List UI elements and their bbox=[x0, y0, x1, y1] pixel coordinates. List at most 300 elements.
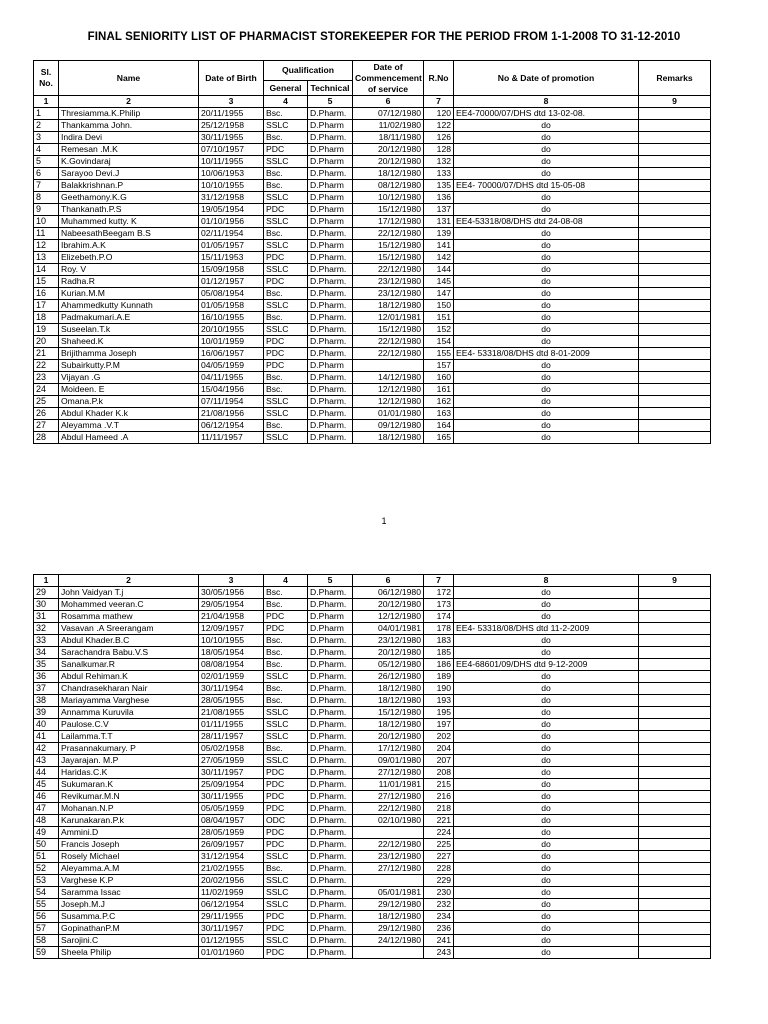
col-number: 4 bbox=[264, 96, 308, 108]
table-row bbox=[34, 695, 711, 707]
name-cell: Mohanan.N.P bbox=[59, 803, 199, 815]
technical-cell: D.Pharm bbox=[308, 120, 353, 132]
sl-no-cell: 57 bbox=[34, 923, 59, 935]
technical-cell: D.Pharm. bbox=[308, 396, 353, 408]
dob-cell: 16/10/1955 bbox=[199, 312, 264, 324]
dob-cell: 31/12/1958 bbox=[199, 192, 264, 204]
sl-no-cell: 32 bbox=[34, 623, 59, 635]
technical-cell: D.Pharm. bbox=[308, 312, 353, 324]
table-row bbox=[34, 767, 711, 779]
name-cell: Susamma.P.C bbox=[59, 911, 199, 923]
dob-cell: 20/10/1955 bbox=[199, 324, 264, 336]
dob-cell: 10/06/1953 bbox=[199, 168, 264, 180]
sl-no-cell: 47 bbox=[34, 803, 59, 815]
col-number: 5 bbox=[308, 575, 353, 587]
dob-cell: 10/10/1955 bbox=[199, 180, 264, 192]
table-row bbox=[34, 120, 711, 132]
general-cell: Bsc. bbox=[264, 659, 308, 671]
dob-cell: 05/02/1958 bbox=[199, 743, 264, 755]
table-row bbox=[34, 408, 711, 420]
commencement-cell: 23/12/1980 bbox=[353, 635, 424, 647]
sl-no-cell: 7 bbox=[34, 180, 59, 192]
remarks-cell bbox=[639, 683, 711, 695]
general-cell: Bsc. bbox=[264, 695, 308, 707]
rno-cell: 132 bbox=[424, 156, 454, 168]
name-cell: Roy. V bbox=[59, 264, 199, 276]
rno-cell: 193 bbox=[424, 695, 454, 707]
remarks-cell bbox=[639, 276, 711, 288]
general-cell: Bsc. bbox=[264, 132, 308, 144]
rno-cell: 230 bbox=[424, 887, 454, 899]
table-row bbox=[34, 132, 711, 144]
rno-cell: 160 bbox=[424, 372, 454, 384]
name-cell: Francis Joseph bbox=[59, 839, 199, 851]
sl-no-cell: 25 bbox=[34, 396, 59, 408]
general-cell: Bsc. bbox=[264, 587, 308, 599]
general-cell: PDC bbox=[264, 252, 308, 264]
dob-cell: 30/11/1957 bbox=[199, 923, 264, 935]
commencement-cell: 05/12/1980 bbox=[353, 659, 424, 671]
dob-cell: 29/05/1954 bbox=[199, 599, 264, 611]
rno-cell: 197 bbox=[424, 719, 454, 731]
dob-cell: 30/11/1955 bbox=[199, 791, 264, 803]
table-row bbox=[34, 923, 711, 935]
rno-cell: 161 bbox=[424, 384, 454, 396]
sl-no-cell: 43 bbox=[34, 755, 59, 767]
promotion-cell: do bbox=[454, 599, 639, 611]
remarks-cell bbox=[639, 623, 711, 635]
remarks-cell bbox=[639, 384, 711, 396]
dob-cell: 08/08/1954 bbox=[199, 659, 264, 671]
general-cell: Bsc. bbox=[264, 863, 308, 875]
technical-cell: D.Pharm. bbox=[308, 420, 353, 432]
table-row bbox=[34, 911, 711, 923]
table-row bbox=[34, 252, 711, 264]
general-cell: SSLC bbox=[264, 731, 308, 743]
header-sl-no: Sl. No. bbox=[34, 61, 59, 96]
table-row bbox=[34, 168, 711, 180]
column-number-row bbox=[34, 575, 711, 587]
remarks-cell bbox=[639, 863, 711, 875]
name-cell: Vasavan .A Sreerangam bbox=[59, 623, 199, 635]
table-row bbox=[34, 875, 711, 887]
technical-cell: D.Pharm. bbox=[308, 815, 353, 827]
general-cell: PDC bbox=[264, 623, 308, 635]
header-promotion: No & Date of promotion bbox=[454, 61, 639, 96]
sl-no-cell: 23 bbox=[34, 372, 59, 384]
name-cell: Padmakumari.A.E bbox=[59, 312, 199, 324]
rno-cell: 141 bbox=[424, 240, 454, 252]
promotion-cell: do bbox=[454, 252, 639, 264]
general-cell: SSLC bbox=[264, 755, 308, 767]
technical-cell: D.Pharm. bbox=[308, 408, 353, 420]
dob-cell: 30/05/1956 bbox=[199, 587, 264, 599]
commencement-cell: 22/12/1980 bbox=[353, 803, 424, 815]
name-cell: Subairkutty.P.M bbox=[59, 360, 199, 372]
commencement-cell: 18/12/1980 bbox=[353, 432, 424, 444]
table-body bbox=[34, 587, 711, 959]
general-cell: Bsc. bbox=[264, 647, 308, 659]
technical-cell: D.Pharm. bbox=[308, 372, 353, 384]
name-cell: Kurian.M.M bbox=[59, 288, 199, 300]
technical-cell: D.Pharm bbox=[308, 611, 353, 623]
general-cell: PDC bbox=[264, 779, 308, 791]
technical-cell: D.Pharm bbox=[308, 192, 353, 204]
commencement-cell: 15/12/1980 bbox=[353, 252, 424, 264]
commencement-cell: 17/12/1980 bbox=[353, 743, 424, 755]
dob-cell: 27/05/1959 bbox=[199, 755, 264, 767]
remarks-cell bbox=[639, 396, 711, 408]
promotion-cell: do bbox=[454, 647, 639, 659]
promotion-cell: do bbox=[454, 827, 639, 839]
sl-no-cell: 34 bbox=[34, 647, 59, 659]
name-cell: Rosamma mathew bbox=[59, 611, 199, 623]
technical-cell: D.Pharm. bbox=[308, 288, 353, 300]
sl-no-cell: 19 bbox=[34, 324, 59, 336]
dob-cell: 28/11/1957 bbox=[199, 731, 264, 743]
rno-cell: 172 bbox=[424, 587, 454, 599]
rno-cell: 163 bbox=[424, 408, 454, 420]
rno-cell: 164 bbox=[424, 420, 454, 432]
dob-cell: 01/11/1955 bbox=[199, 719, 264, 731]
table-row bbox=[34, 755, 711, 767]
table-row bbox=[34, 144, 711, 156]
general-cell: Bsc. bbox=[264, 372, 308, 384]
remarks-cell bbox=[639, 144, 711, 156]
remarks-cell bbox=[639, 659, 711, 671]
table-row bbox=[34, 324, 711, 336]
commencement-cell: 22/12/1980 bbox=[353, 264, 424, 276]
name-cell: Abdul Rehiman.K bbox=[59, 671, 199, 683]
promotion-cell: do bbox=[454, 755, 639, 767]
name-cell: Prasannakumary. P bbox=[59, 743, 199, 755]
dob-cell: 30/11/1957 bbox=[199, 767, 264, 779]
table-row bbox=[34, 216, 711, 228]
seniority-table-page-1 bbox=[33, 60, 711, 444]
name-cell: Sanalkumar.R bbox=[59, 659, 199, 671]
technical-cell: D.Pharm. bbox=[308, 767, 353, 779]
technical-cell: D.Pharm bbox=[308, 156, 353, 168]
sl-no-cell: 38 bbox=[34, 695, 59, 707]
sl-no-cell: 2 bbox=[34, 120, 59, 132]
general-cell: SSLC bbox=[264, 240, 308, 252]
name-cell: Mohammed veeran.C bbox=[59, 599, 199, 611]
rno-cell: 216 bbox=[424, 791, 454, 803]
technical-cell: D.Pharm. bbox=[308, 947, 353, 959]
general-cell: Bsc. bbox=[264, 384, 308, 396]
rno-cell: 195 bbox=[424, 707, 454, 719]
sl-no-cell: 42 bbox=[34, 743, 59, 755]
promotion-cell: do bbox=[454, 360, 639, 372]
dob-cell: 07/10/1957 bbox=[199, 144, 264, 156]
remarks-cell bbox=[639, 611, 711, 623]
name-cell: Revikumar.M.N bbox=[59, 791, 199, 803]
technical-cell: D.Pharm. bbox=[308, 336, 353, 348]
technical-cell: D.Pharm. bbox=[308, 875, 353, 887]
dob-cell: 25/12/1958 bbox=[199, 120, 264, 132]
rno-cell: 208 bbox=[424, 767, 454, 779]
sl-no-cell: 15 bbox=[34, 276, 59, 288]
table-row bbox=[34, 899, 711, 911]
table-row bbox=[34, 791, 711, 803]
rno-cell: 221 bbox=[424, 815, 454, 827]
remarks-cell bbox=[639, 420, 711, 432]
seniority-table-page-2 bbox=[33, 574, 711, 959]
commencement-cell: 02/10/1980 bbox=[353, 815, 424, 827]
general-cell: Bsc. bbox=[264, 228, 308, 240]
table-row bbox=[34, 743, 711, 755]
dob-cell: 20/11/1955 bbox=[199, 108, 264, 120]
name-cell: Mariayamma Varghese bbox=[59, 695, 199, 707]
general-cell: Bsc. bbox=[264, 108, 308, 120]
technical-cell: D.Pharm. bbox=[308, 863, 353, 875]
commencement-cell: 27/12/1980 bbox=[353, 791, 424, 803]
dob-cell: 02/11/1954 bbox=[199, 228, 264, 240]
table-row bbox=[34, 360, 711, 372]
promotion-cell: do bbox=[454, 168, 639, 180]
remarks-cell bbox=[639, 108, 711, 120]
rno-cell: 145 bbox=[424, 276, 454, 288]
name-cell: Aleyamma.A.M bbox=[59, 863, 199, 875]
dob-cell: 07/11/1954 bbox=[199, 396, 264, 408]
col-number: 2 bbox=[59, 96, 199, 108]
commencement-cell: 27/12/1980 bbox=[353, 767, 424, 779]
col-number: 4 bbox=[264, 575, 308, 587]
name-cell: Sukumaran.K bbox=[59, 779, 199, 791]
col-number: 1 bbox=[34, 96, 59, 108]
remarks-cell bbox=[639, 731, 711, 743]
rno-cell: 151 bbox=[424, 312, 454, 324]
sl-no-cell: 17 bbox=[34, 300, 59, 312]
commencement-cell: 26/12/1980 bbox=[353, 671, 424, 683]
page-title: FINAL SENIORITY LIST OF PHARMACIST STOREKEEPER FOR THE PERIOD FROM 1-1-2008 TO 31-12-2010 bbox=[87, 31, 681, 43]
sl-no-cell: 31 bbox=[34, 611, 59, 623]
remarks-cell bbox=[639, 635, 711, 647]
sl-no-cell: 26 bbox=[34, 408, 59, 420]
commencement-cell: 07/12/1980 bbox=[353, 108, 424, 120]
name-cell: Elizebeth.P.O bbox=[59, 252, 199, 264]
name-cell: Shaheed.K bbox=[59, 336, 199, 348]
name-cell: Varghese K.P bbox=[59, 875, 199, 887]
sl-no-cell: 46 bbox=[34, 791, 59, 803]
rno-cell: 186 bbox=[424, 659, 454, 671]
dob-cell: 10/11/1955 bbox=[199, 156, 264, 168]
dob-cell: 30/11/1954 bbox=[199, 683, 264, 695]
promotion-cell: do bbox=[454, 132, 639, 144]
table-row bbox=[34, 683, 711, 695]
sl-no-cell: 27 bbox=[34, 420, 59, 432]
sl-no-cell: 13 bbox=[34, 252, 59, 264]
technical-cell: D.Pharm. bbox=[308, 827, 353, 839]
general-cell: SSLC bbox=[264, 408, 308, 420]
name-cell: Suseelan.T.k bbox=[59, 324, 199, 336]
col-number: 6 bbox=[353, 96, 424, 108]
name-cell: Rosely Michael bbox=[59, 851, 199, 863]
header-dob: Date of Birth bbox=[199, 61, 264, 96]
rno-cell: 133 bbox=[424, 168, 454, 180]
remarks-cell bbox=[639, 599, 711, 611]
technical-cell: D.Pharm. bbox=[308, 264, 353, 276]
general-cell: SSLC bbox=[264, 300, 308, 312]
sl-no-cell: 48 bbox=[34, 815, 59, 827]
rno-cell: 204 bbox=[424, 743, 454, 755]
promotion-cell: do bbox=[454, 935, 639, 947]
remarks-cell bbox=[639, 312, 711, 324]
name-cell: Remesan .M.K bbox=[59, 144, 199, 156]
technical-cell: D.Pharm. bbox=[308, 168, 353, 180]
promotion-cell: do bbox=[454, 288, 639, 300]
rno-cell: 243 bbox=[424, 947, 454, 959]
promotion-cell: do bbox=[454, 683, 639, 695]
general-cell: ODC bbox=[264, 815, 308, 827]
technical-cell: D.Pharm bbox=[308, 360, 353, 372]
table-row bbox=[34, 863, 711, 875]
sl-no-cell: 10 bbox=[34, 216, 59, 228]
sl-no-cell: 21 bbox=[34, 348, 59, 360]
table-row bbox=[34, 707, 711, 719]
general-cell: SSLC bbox=[264, 707, 308, 719]
promotion-cell: do bbox=[454, 240, 639, 252]
dob-cell: 10/01/1959 bbox=[199, 336, 264, 348]
col-number: 8 bbox=[454, 96, 639, 108]
commencement-cell bbox=[353, 875, 424, 887]
table-row bbox=[34, 432, 711, 444]
rno-cell: 207 bbox=[424, 755, 454, 767]
general-cell: PDC bbox=[264, 911, 308, 923]
commencement-cell: 12/01/1981 bbox=[353, 312, 424, 324]
name-cell: K.Govindaraj bbox=[59, 156, 199, 168]
name-cell: Aleyamma .V.T bbox=[59, 420, 199, 432]
technical-cell: D.Pharm. bbox=[308, 659, 353, 671]
promotion-cell: do bbox=[454, 695, 639, 707]
sl-no-cell: 39 bbox=[34, 707, 59, 719]
name-cell: Balakkrishnan.P bbox=[59, 180, 199, 192]
commencement-cell: 20/12/1980 bbox=[353, 144, 424, 156]
rno-cell: 189 bbox=[424, 671, 454, 683]
commencement-cell: 20/12/1980 bbox=[353, 647, 424, 659]
commencement-cell: 18/12/1980 bbox=[353, 719, 424, 731]
table-row bbox=[34, 635, 711, 647]
rno-cell: 173 bbox=[424, 599, 454, 611]
table-row bbox=[34, 623, 711, 635]
promotion-cell: do bbox=[454, 192, 639, 204]
technical-cell: D.Pharm bbox=[308, 216, 353, 228]
promotion-cell: do bbox=[454, 731, 639, 743]
sl-no-cell: 55 bbox=[34, 899, 59, 911]
rno-cell: 185 bbox=[424, 647, 454, 659]
promotion-cell: do bbox=[454, 276, 639, 288]
dob-cell: 11/02/1959 bbox=[199, 887, 264, 899]
technical-cell: D.Pharm. bbox=[308, 276, 353, 288]
rno-cell: 147 bbox=[424, 288, 454, 300]
table-row bbox=[34, 228, 711, 240]
sl-no-cell: 22 bbox=[34, 360, 59, 372]
technical-cell: D.Pharm. bbox=[308, 755, 353, 767]
name-cell: Vijayan .G bbox=[59, 372, 199, 384]
dob-cell: 21/02/1955 bbox=[199, 863, 264, 875]
remarks-cell bbox=[639, 192, 711, 204]
general-cell: SSLC bbox=[264, 875, 308, 887]
table-row bbox=[34, 276, 711, 288]
dob-cell: 29/11/1955 bbox=[199, 911, 264, 923]
general-cell: PDC bbox=[264, 839, 308, 851]
rno-cell: 234 bbox=[424, 911, 454, 923]
sl-no-cell: 14 bbox=[34, 264, 59, 276]
promotion-cell: do bbox=[454, 947, 639, 959]
col-number: 5 bbox=[308, 96, 353, 108]
commencement-cell: 23/12/1980 bbox=[353, 276, 424, 288]
general-cell: SSLC bbox=[264, 156, 308, 168]
remarks-cell bbox=[639, 791, 711, 803]
dob-cell: 11/11/1957 bbox=[199, 432, 264, 444]
sl-no-cell: 44 bbox=[34, 767, 59, 779]
header-technical: Technical bbox=[308, 81, 353, 96]
commencement-cell: 05/01/1981 bbox=[353, 887, 424, 899]
rno-cell: 144 bbox=[424, 264, 454, 276]
commencement-cell: 23/12/1980 bbox=[353, 851, 424, 863]
remarks-cell bbox=[639, 180, 711, 192]
sl-no-cell: 58 bbox=[34, 935, 59, 947]
general-cell: PDC bbox=[264, 611, 308, 623]
table-row bbox=[34, 947, 711, 959]
rno-cell: 227 bbox=[424, 851, 454, 863]
remarks-cell bbox=[639, 803, 711, 815]
remarks-cell bbox=[639, 779, 711, 791]
general-cell: Bsc. bbox=[264, 312, 308, 324]
dob-cell: 01/12/1957 bbox=[199, 276, 264, 288]
name-cell: Sheela Philip bbox=[59, 947, 199, 959]
technical-cell: D.Pharm. bbox=[308, 635, 353, 647]
sl-no-cell: 18 bbox=[34, 312, 59, 324]
rno-cell: 232 bbox=[424, 899, 454, 911]
commencement-cell: 09/01/1980 bbox=[353, 755, 424, 767]
promotion-cell: do bbox=[454, 635, 639, 647]
dob-cell: 18/05/1954 bbox=[199, 647, 264, 659]
table-row bbox=[34, 887, 711, 899]
promotion-cell: do bbox=[454, 887, 639, 899]
rno-cell: 183 bbox=[424, 635, 454, 647]
sl-no-cell: 11 bbox=[34, 228, 59, 240]
sl-no-cell: 8 bbox=[34, 192, 59, 204]
rno-cell: 142 bbox=[424, 252, 454, 264]
promotion-cell: do bbox=[454, 204, 639, 216]
commencement-cell: 12/12/1980 bbox=[353, 384, 424, 396]
sl-no-cell: 20 bbox=[34, 336, 59, 348]
rno-cell: 154 bbox=[424, 336, 454, 348]
dob-cell: 15/11/1953 bbox=[199, 252, 264, 264]
dob-cell: 25/09/1954 bbox=[199, 779, 264, 791]
name-cell: Muhammed kutty. K bbox=[59, 216, 199, 228]
dob-cell: 15/04/1956 bbox=[199, 384, 264, 396]
sl-no-cell: 35 bbox=[34, 659, 59, 671]
general-cell: SSLC bbox=[264, 396, 308, 408]
name-cell: Ammini.D bbox=[59, 827, 199, 839]
rno-cell: 126 bbox=[424, 132, 454, 144]
promotion-cell: do bbox=[454, 899, 639, 911]
general-cell: SSLC bbox=[264, 192, 308, 204]
remarks-cell bbox=[639, 168, 711, 180]
table-row bbox=[34, 851, 711, 863]
remarks-cell bbox=[639, 743, 711, 755]
sl-no-cell: 36 bbox=[34, 671, 59, 683]
promotion-cell: do bbox=[454, 396, 639, 408]
promotion-cell: EE4-70000/07/DHS dtd 13-02-08. bbox=[454, 108, 639, 120]
technical-cell: D.Pharm. bbox=[308, 108, 353, 120]
remarks-cell bbox=[639, 755, 711, 767]
rno-cell: 218 bbox=[424, 803, 454, 815]
table-row bbox=[34, 839, 711, 851]
rno-cell: 157 bbox=[424, 360, 454, 372]
